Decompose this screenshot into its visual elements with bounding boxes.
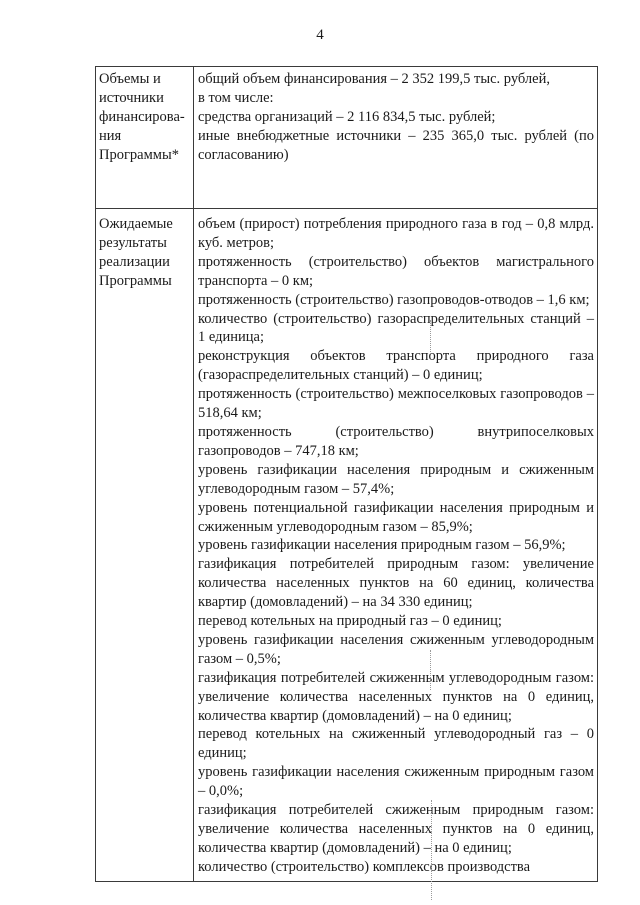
result-paragraph: протяженность (строительство) внутрипоселковых газопроводов – 747,18 км; (198, 423, 594, 459)
result-paragraph: уровень потенциальной газификации населения природным и сжиженным углеводородным газом – 85,9%; (198, 499, 594, 535)
label-line: финансирова- (99, 108, 185, 125)
label-line: Программы (99, 272, 172, 289)
result-paragraph: газификация потребителей природным газом: увеличение количества населенных пунктов на 60 единиц, количества квартир (домовладений) – на 34 330 единиц; (198, 556, 594, 611)
funding-paragraph: в том числе: (198, 89, 274, 106)
label-line: результаты (99, 234, 167, 251)
result-paragraph: протяженность (строительство) объектов магистрального транспорта – 0 км; (198, 253, 594, 289)
result-paragraph: количество (строительство) комплексов производства (198, 858, 531, 875)
page-number: 4 (316, 27, 324, 43)
row-content-results (194, 209, 598, 882)
label-line: Ожидаемые (99, 216, 173, 232)
result-paragraph: реконструкция объектов транспорта природного газа (газораспределительных станций) – 0 единиц; (198, 348, 594, 384)
result-paragraph: уровень газификации населения природным газом – 56,9%; (198, 537, 566, 554)
row-content-funding (194, 67, 598, 209)
result-paragraph: протяженность (строительство) газопроводов-отводов – 1,6 км; (198, 291, 590, 308)
program-passport-table (95, 66, 598, 882)
label-line: Объемы и (99, 71, 161, 87)
result-paragraph: перевод котельных на природный газ – 0 единиц; (198, 613, 502, 630)
result-paragraph: объем (прирост) потребления природного газа в год – 0,8 млрд. куб. метров; (198, 216, 594, 251)
result-paragraph: перевод котельных на сжиженный углеводородный газ – 0 единиц; (198, 726, 594, 762)
result-paragraph: протяженность (строительство) межпоселковых газопроводов – 518,64 км; (198, 386, 594, 422)
funding-paragraph: средства организаций – 2 116 834,5 тыс. рублей; (198, 108, 496, 125)
result-paragraph: уровень газификации населения природным и сжиженным углеводородным газом – 57,4%; (198, 461, 594, 497)
label-line: ния (99, 127, 122, 144)
scan-artifact-line (430, 320, 431, 360)
funding-paragraph: иные внебюджетные источники – 235 365,0 тыс. рублей (по согласованию) (198, 127, 594, 163)
scan-artifact-line (430, 650, 431, 690)
row-label-funding (96, 67, 194, 209)
row-label-results (96, 209, 194, 882)
label-line: реализации (99, 253, 170, 270)
result-paragraph: газификация потребителей сжиженным природным газом: увеличение количества населенных пунктов на 0 единиц, количества квартир (домовладений) – на 0 единиц; (198, 802, 594, 856)
result-paragraph: количество (строительство) газораспределительных станций – 1 единица; (198, 310, 594, 346)
funding-paragraph: общий объем финансирования – 2 352 199,5 тыс. рублей, (198, 71, 550, 87)
scan-artifact-line (431, 800, 432, 900)
result-paragraph: уровень газификации населения сжиженным природным газом – 0,0%; (198, 764, 594, 800)
label-line: Программы* (99, 146, 179, 163)
result-paragraph: уровень газификации населения сжиженным углеводородным газом – 0,5%; (198, 631, 594, 667)
label-line: источники (99, 89, 164, 106)
table-row-results (96, 209, 598, 882)
result-paragraph: газификация потребителей сжиженным углеводородным газом: увеличение количества населенных пунктов на 0 единиц, количества квартир (домовладений) – на 0 единиц; (198, 669, 594, 724)
table-row-funding (96, 67, 598, 209)
